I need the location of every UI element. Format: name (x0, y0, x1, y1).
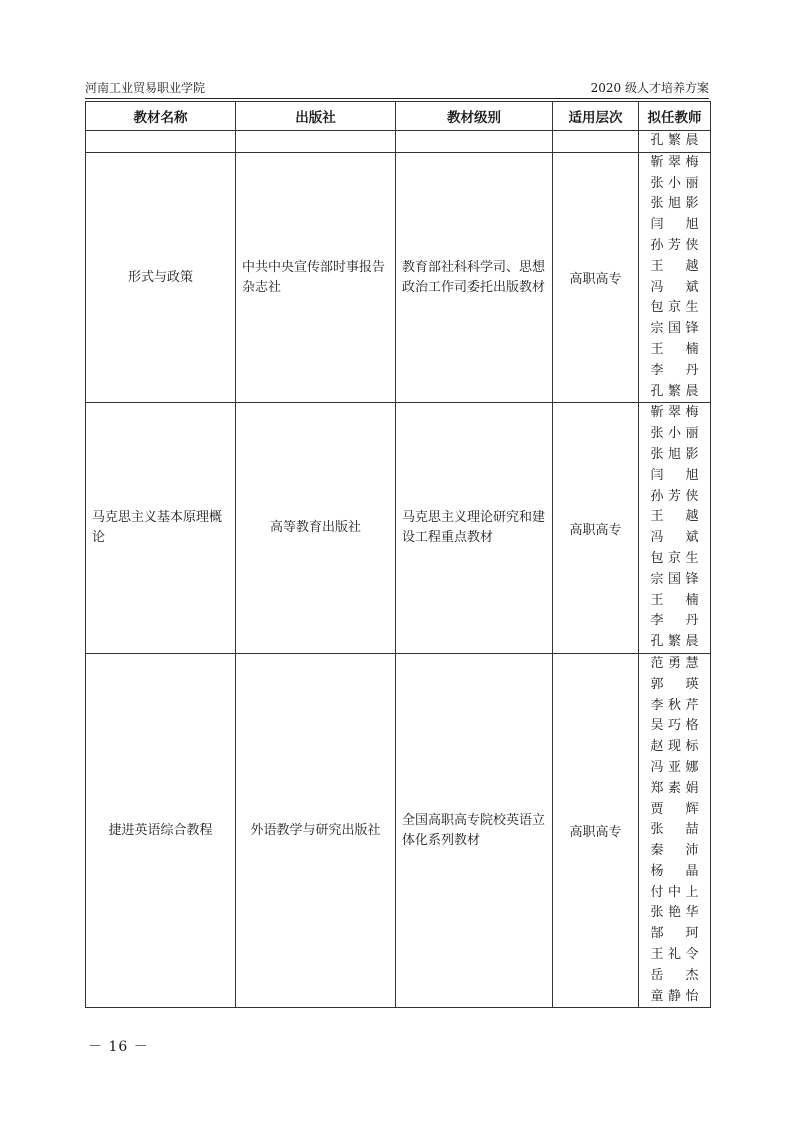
teacher-name: 冯 斌 (650, 530, 699, 546)
header-doc-title: 2020 级人才培养方案 (590, 81, 709, 95)
cell-name: 马克思主义基本原理概论 (86, 403, 236, 654)
teacher-name: 宗国锋 (650, 571, 699, 587)
teacher-name: 岳 杰 (650, 967, 699, 983)
cell-grade: 高职高专 (553, 403, 639, 654)
teacher-name: 孔繁晨 (650, 133, 699, 148)
cell-level: 全国高职高专院校英语立体化系列教材 (396, 653, 553, 1008)
cell-name (86, 131, 236, 153)
cell-grade: 高职高专 (553, 653, 639, 1008)
teacher-name: 王 越 (650, 509, 699, 525)
teacher-name: 贾 辉 (650, 801, 699, 817)
teacher-name: 包京生 (650, 300, 699, 316)
teacher-name: 付中上 (650, 884, 699, 900)
cell-level: 马克思主义理论研究和建设工程重点教材 (396, 403, 553, 654)
teacher-name: 冯亚娜 (650, 759, 699, 775)
textbook-table (85, 101, 711, 1008)
teacher-name: 张旭影 (650, 446, 699, 462)
cell-teachers (639, 653, 711, 1008)
teacher-name: 李 丹 (650, 613, 699, 629)
teacher-name: 李 丹 (650, 362, 699, 378)
table-row (86, 131, 711, 153)
teacher-name: 王 楠 (650, 341, 699, 357)
teacher-name: 张小丽 (650, 175, 699, 191)
page-number: － 16 － (88, 1039, 149, 1055)
teacher-name: 闫 旭 (650, 217, 699, 233)
teacher-name: 张 喆 (650, 822, 699, 838)
teacher-name: 孙芳侠 (650, 488, 699, 504)
teacher-name: 包京生 (650, 550, 699, 566)
teacher-name: 张艳华 (650, 905, 699, 921)
cell-publisher: 高等教育出版社 (236, 403, 396, 654)
teacher-name: 秦 沛 (650, 843, 699, 859)
teacher-name: 童静怡 (650, 988, 699, 1004)
cell-grade (553, 131, 639, 153)
col-header-grade: 适用层次 (553, 102, 639, 131)
teacher-name: 王 越 (650, 258, 699, 274)
teacher-name: 冯 斌 (650, 279, 699, 295)
cell-name: 捷进英语综合教程 (86, 653, 236, 1008)
teacher-name: 闫 旭 (650, 467, 699, 483)
col-header-publisher: 出版社 (236, 102, 396, 131)
teacher-name: 郑素娟 (650, 780, 699, 796)
cell-name: 形式与政策 (86, 152, 236, 403)
teacher-name: 赵现标 (650, 739, 699, 755)
table-header-row (86, 102, 711, 131)
teacher-name: 吴巧格 (650, 718, 699, 734)
teacher-name: 杨 晶 (650, 863, 699, 879)
teacher-name: 王礼令 (650, 947, 699, 963)
teacher-name: 孔繁晨 (650, 383, 699, 399)
teacher-name: 靳翠梅 (650, 405, 699, 421)
cell-publisher (236, 131, 396, 153)
cell-publisher: 中共中央宣传部时事报告杂志社 (236, 152, 396, 403)
teacher-name: 王 楠 (650, 592, 699, 608)
teacher-name: 范勇慧 (650, 655, 699, 671)
teacher-name: 孔繁晨 (650, 634, 699, 650)
col-header-teachers: 拟任教师 (639, 102, 711, 131)
cell-teachers (639, 152, 711, 403)
teacher-name: 孙芳侠 (650, 237, 699, 253)
teacher-name: 靳翠梅 (650, 154, 699, 170)
cell-teachers (639, 403, 711, 654)
teacher-name: 宗国锋 (650, 321, 699, 337)
teacher-name: 张小丽 (650, 426, 699, 442)
table-row (86, 403, 711, 654)
col-header-level: 教材级别 (396, 102, 553, 131)
col-header-name: 教材名称 (86, 102, 236, 131)
teacher-name: 李秋芹 (650, 697, 699, 713)
cell-grade: 高职高专 (553, 152, 639, 403)
header-school-name: 河南工业贸易职业学院 (85, 81, 206, 95)
table-row (86, 152, 711, 403)
cell-teachers (639, 131, 711, 153)
page-header (85, 78, 709, 99)
table-row (86, 653, 711, 1008)
teacher-name: 郭 瑛 (650, 676, 699, 692)
cell-level: 教育部社科科学司、思想政治工作司委托出版教材 (396, 152, 553, 403)
teacher-name: 张旭影 (650, 196, 699, 212)
cell-level (396, 131, 553, 153)
cell-publisher: 外语教学与研究出版社 (236, 653, 396, 1008)
teacher-name: 郜 珂 (650, 926, 699, 942)
